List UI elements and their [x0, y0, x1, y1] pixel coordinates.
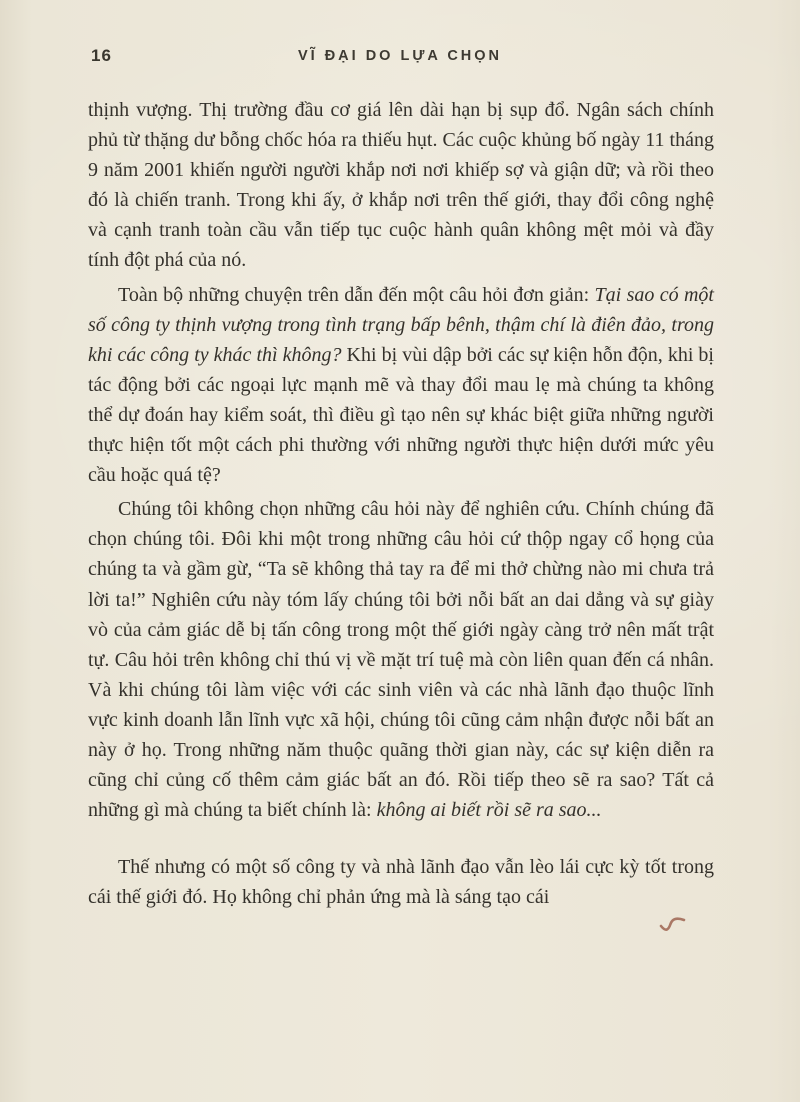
italic-text-run: Tại sao có một số công ty thịnh vượng trong tình trạng bấp bênh, thậm chí là điên đảo, trong khi các công ty khác thì không?	[88, 283, 714, 366]
page-number: 16	[91, 46, 112, 65]
running-title: VĨ ĐẠI DO LỰA CHỌN	[297, 48, 503, 64]
italic-text-run: không ai biết rồi sẽ ra sao...	[376, 799, 602, 822]
paragraph	[88, 852, 714, 912]
paragraph	[88, 494, 714, 825]
text-run: Chúng tôi không chọn những câu hỏi này để nghiên cứu. Chính chúng đã chọn chúng tôi. Đôi khi một trong những câu hỏi cứ thộp ngay cổ họng của chúng ta và gầm gừ, “Ta sẽ không thả tay ra để mi thở chừng nào mi chưa trả lời ta!” Nghiên cứu này tóm lấy chúng tôi bởi nỗi bất an dai dẳng và sự giày vò của cảm giác dễ bị tấn công trong một thế giới ngày càng trở nên mất trật tự. Câu hỏi trên không chỉ thú vị về mặt trí tuệ mà còn liên quan đến cá nhân. Và khi chúng tôi làm việc với các sinh viên và các nhà lãnh đạo thuộc lĩnh vực kinh doanh lẫn lĩnh vực xã hội, chúng tôi cũng cảm nhận được nỗi bất an này ở họ. Trong những năm thuộc quãng thời gian này, các sự kiện diễn ra cũng chỉ củng cố thêm cảm giác bất an đó. Rồi tiếp theo sẽ ra sao? Tất cả những gì mà chúng ta biết chính là:	[88, 498, 714, 822]
paragraph	[88, 95, 714, 276]
paragraph	[88, 280, 714, 491]
text-run: Thế nhưng có một số công ty và nhà lãnh đạo vẫn lèo lái cực kỳ tốt trong cái thế giới đó. Họ không chỉ phản ứng mà là sáng tạo cái	[88, 856, 714, 909]
text-run: thịnh vượng. Thị trường đầu cơ giá lên dài hạn bị sụp đổ. Ngân sách chính phủ từ thặng dư bỗng chốc hóa ra thiếu hụt. Các cuộc khủng bố ngày 11 tháng 9 năm 2001 khiến người người khắp nơi nơi khiếp sợ và giận dữ; và rồi theo đó là chiến tranh. Trong khi ấy, ở khắp nơi trên thế giới, thay đổi công nghệ và cạnh tranh toàn cầu vẫn tiếp tục cuộc hành quân không mệt mỏi và đầy tính đột phá của nó.	[88, 99, 714, 272]
text-run: Toàn bộ những chuyện trên dẫn đến một câu hỏi đơn giản:	[118, 283, 595, 306]
text-run: Khi bị vùi dập bởi các sự kiện hỗn độn, khi bị tác động bởi các ngoại lực mạnh mẽ và thay đổi mau lẹ mà chúng ta không thể dự đoán hay kiểm soát, thì điều gì tạo nên sự khác biệt giữa những người thực hiện tốt một cách phi thường với những người thực hiện dưới mức yêu cầu hoặc quá tệ?	[88, 343, 714, 487]
page-header	[0, 46, 800, 70]
body-text	[88, 95, 714, 916]
scan-artifact	[658, 913, 688, 937]
